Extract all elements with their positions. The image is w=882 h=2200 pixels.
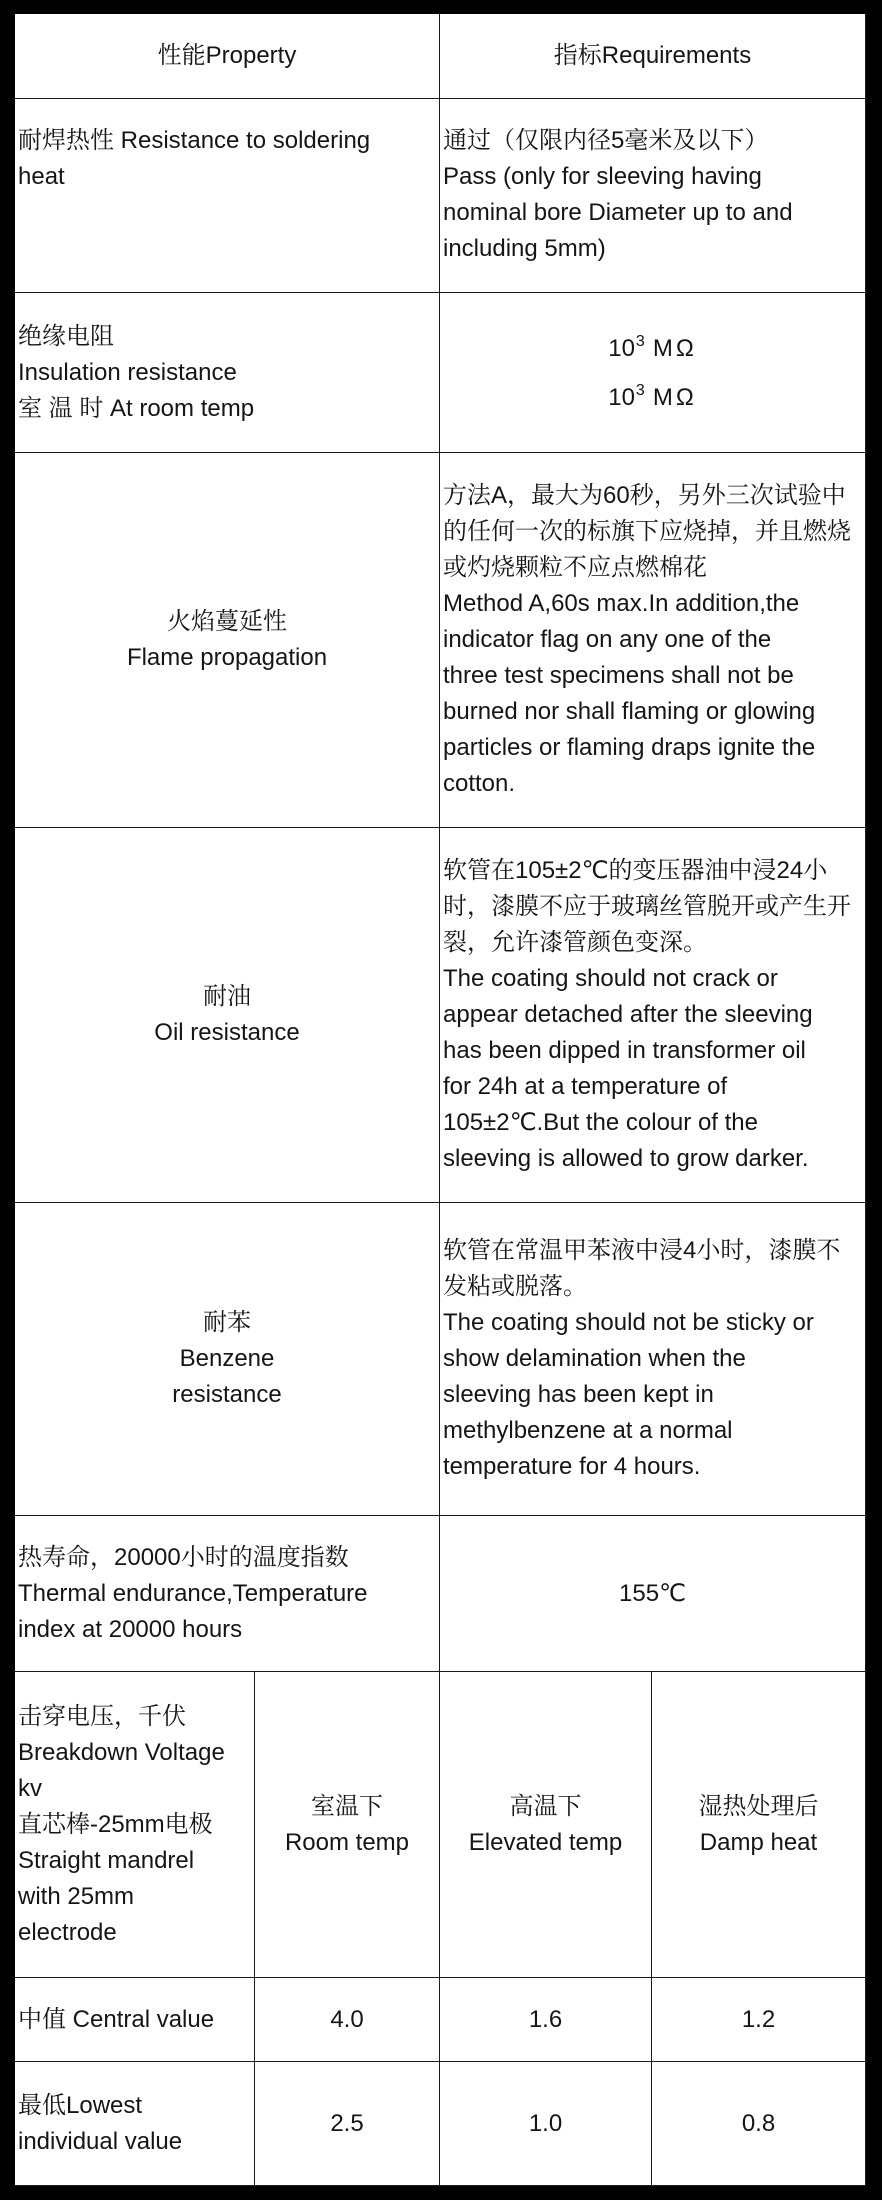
header-requirements-cell xyxy=(440,14,866,99)
soldering-heat-requirement-cell xyxy=(440,99,866,293)
text-line: 或灼烧颗粒不应点燃棉花 xyxy=(443,554,707,581)
text-line: Oil resistance xyxy=(154,1019,300,1046)
thermal-property-cell xyxy=(15,1516,440,1672)
text-line: The coating should not crack or xyxy=(443,965,778,992)
soldering-heat-property-cell xyxy=(15,99,440,293)
text-line: 通过（仅限内径5毫米及以下） xyxy=(443,127,769,154)
header-property: 性能Property xyxy=(157,42,297,69)
text-line: 直芯棒-25mm电极 xyxy=(18,1810,213,1838)
text-line: Method A,60s max.In addition,the xyxy=(443,590,800,617)
text-line: 耐焊热性 Resistance to soldering xyxy=(18,127,371,154)
cell-text xyxy=(699,1789,819,1861)
cell-text xyxy=(154,979,299,1051)
cell-text xyxy=(443,1233,840,1485)
cell-text xyxy=(127,604,327,676)
text-line: indicator flag on any one of the xyxy=(443,626,772,653)
benzene-property-cell xyxy=(15,1203,440,1516)
cell-text xyxy=(608,324,697,422)
text-line: Elevated temp xyxy=(468,1828,623,1856)
lowest-room-temp-cell xyxy=(255,2062,440,2186)
oil-requirement-cell xyxy=(440,828,866,1203)
cell-text xyxy=(158,38,297,74)
text-line: 火焰蔓延性 xyxy=(167,608,287,635)
text-line: Benzene xyxy=(179,1345,275,1372)
text-line: 中值 Central value xyxy=(18,2005,215,2033)
text-line: Insulation resistance xyxy=(18,358,237,386)
spec-table xyxy=(15,14,866,2186)
text-line: sleeving has been kept in xyxy=(443,1381,714,1408)
condition-damp-heat-cell xyxy=(652,1672,866,1978)
text-line: 室 温 时 At room temp xyxy=(18,394,255,422)
text-line: cotton. xyxy=(443,770,516,797)
condition-elevated-temp-cell xyxy=(440,1672,652,1978)
central-elevated-temp-cell xyxy=(440,1978,652,2062)
text-line: sleeving is allowed to grow darker. xyxy=(443,1145,809,1172)
cell-text xyxy=(443,853,851,1177)
value-exponent: 3 xyxy=(635,332,645,350)
text-line: for 24h at a temperature of xyxy=(443,1073,728,1100)
central-damp-heat-cell xyxy=(652,1978,866,2062)
text-line: 的任何一次的标旗下应烧掉，并且燃烧 xyxy=(443,518,851,545)
text-line: Pass (only for sleeving having xyxy=(443,163,762,190)
cell-text xyxy=(285,1789,409,1861)
text-line: has been dipped in transformer oil xyxy=(443,1037,806,1064)
oil-property-cell xyxy=(15,828,440,1203)
breakdown-property-cell xyxy=(15,1672,255,1978)
text-line: 高温下 xyxy=(509,1792,582,1820)
condition-room-temp-cell xyxy=(255,1672,440,1978)
text-line: kv xyxy=(18,1774,42,1802)
cell-text xyxy=(18,1699,225,1951)
text-line: 室温下 xyxy=(310,1792,383,1820)
insulation-requirement-cell xyxy=(440,293,866,453)
header-property-cell xyxy=(15,14,440,99)
text-line: Room temp xyxy=(284,1828,410,1856)
cell-text xyxy=(443,123,793,267)
resistance-value xyxy=(608,324,697,373)
value-text: 1.0 xyxy=(528,2109,563,2137)
resistance-value xyxy=(608,373,697,422)
text-line: 软管在105±2℃的变压器油中浸24小 xyxy=(443,857,828,884)
value-unit: MΩ xyxy=(652,383,697,411)
text-line: appear detached after the sleeving xyxy=(443,1001,813,1028)
text-line: temperature for 4 hours. xyxy=(443,1453,701,1480)
text-line: nominal bore Diameter up to and xyxy=(443,199,793,226)
text-line: Thermal endurance,Temperature xyxy=(18,1579,368,1607)
text-line: 耐油 xyxy=(202,983,251,1010)
value-text: 0.8 xyxy=(741,2109,776,2137)
insulation-property-cell xyxy=(15,293,440,453)
text-line: electrode xyxy=(18,1918,117,1946)
cell-text xyxy=(443,478,851,802)
text-line: 方法A，最大为60秒，另外三次试验中 xyxy=(443,482,846,509)
benzene-requirement-cell xyxy=(440,1203,866,1516)
text-line: 热寿命，20000小时的温度指数 xyxy=(18,1543,349,1571)
flame-requirement-cell xyxy=(440,453,866,828)
cell-text xyxy=(18,2002,214,2038)
value-text: 1.2 xyxy=(741,2005,776,2033)
value-base: 10 xyxy=(608,383,635,411)
cell-text xyxy=(18,2088,182,2160)
text-line: Breakdown Voltage xyxy=(18,1738,225,1766)
text-line: 时，漆膜不应于玻璃丝管脱开或产生开 xyxy=(443,893,851,920)
cell-text xyxy=(18,319,254,427)
value-text: 1.6 xyxy=(528,2005,563,2033)
value-text: 4.0 xyxy=(330,2005,364,2033)
text-line: 软管在常温甲苯液中浸4小时，漆膜不 xyxy=(443,1237,841,1264)
thermal-requirement-cell xyxy=(440,1516,866,1672)
value-text: 2.5 xyxy=(330,2109,364,2137)
value-unit: MΩ xyxy=(652,334,697,362)
temperature-index-value: 155℃ xyxy=(619,1579,686,1607)
text-line: 湿热处理后 xyxy=(698,1792,819,1820)
text-line: 击穿电压，千伏 xyxy=(18,1702,186,1730)
value-base: 10 xyxy=(608,334,635,362)
text-line: methylbenzene at a normal xyxy=(443,1417,733,1444)
text-line: 绝缘电阻 xyxy=(18,322,114,350)
flame-property-cell xyxy=(15,453,440,828)
cell-text xyxy=(619,1576,686,1612)
text-line: individual value xyxy=(18,2127,183,2155)
text-line: show delamination when the xyxy=(443,1345,746,1372)
cell-text xyxy=(554,38,751,74)
cell-text xyxy=(18,1540,368,1648)
lowest-value-label-cell xyxy=(15,2062,255,2186)
text-line: The coating should not be sticky or xyxy=(443,1309,814,1336)
text-line: Straight mandrel xyxy=(18,1846,195,1874)
text-line: 最低Lowest xyxy=(18,2091,143,2119)
value-exponent: 3 xyxy=(635,381,645,399)
header-requirements: 指标Requirements xyxy=(553,42,752,69)
central-room-temp-cell xyxy=(255,1978,440,2062)
text-line: with 25mm xyxy=(18,1882,135,1910)
central-value-label-cell xyxy=(15,1978,255,2062)
text-line: 发粘或脱落。 xyxy=(443,1273,587,1300)
cell-text xyxy=(172,1305,281,1413)
text-line: 耐苯 xyxy=(202,1309,251,1336)
lowest-damp-heat-cell xyxy=(652,2062,866,2186)
text-line: index at 20000 hours xyxy=(18,1615,243,1643)
text-line: Flame propagation xyxy=(126,644,328,671)
text-line: Damp heat xyxy=(699,1828,818,1856)
text-line: 105±2℃.But the colour of the xyxy=(443,1109,758,1136)
text-line: including 5mm) xyxy=(443,235,606,262)
cell-text xyxy=(469,1789,622,1861)
lowest-elevated-temp-cell xyxy=(440,2062,652,2186)
text-line: heat xyxy=(18,163,65,190)
cell-text xyxy=(18,123,370,195)
text-line: resistance xyxy=(172,1381,282,1408)
text-line: three test specimens shall not be xyxy=(443,662,794,689)
text-line: particles or flaming draps ignite the xyxy=(443,734,816,761)
text-line: 裂，允许漆管颜色变深。 xyxy=(443,929,707,956)
text-line: burned nor shall flaming or glowing xyxy=(443,698,816,725)
